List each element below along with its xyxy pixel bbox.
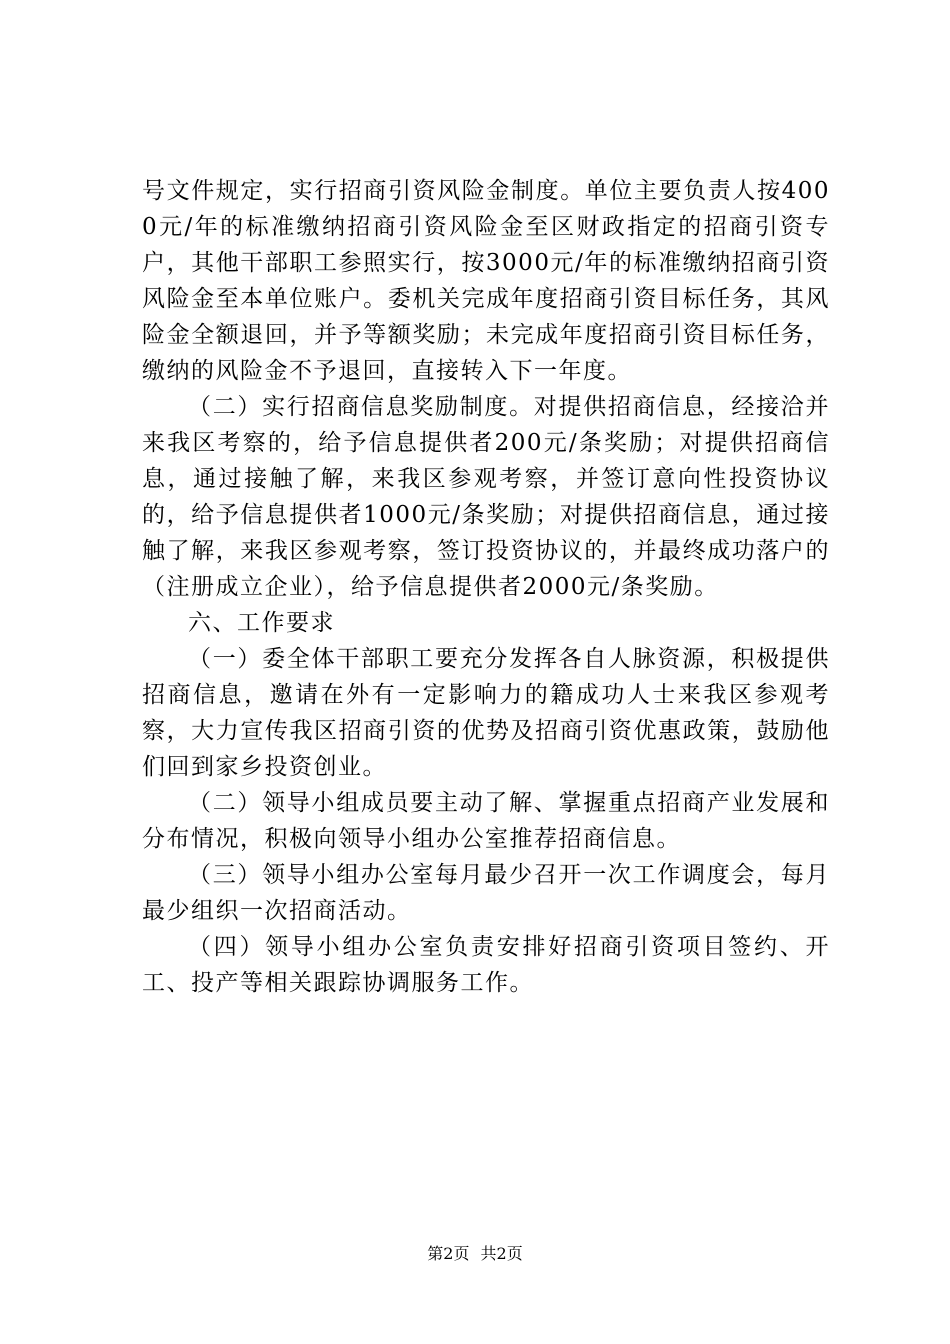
section-heading-work-requirements: 六、工作要求 bbox=[188, 610, 335, 636]
document-body bbox=[142, 173, 830, 1001]
page-number: 第2页 bbox=[427, 1244, 470, 1263]
paragraph-requirement-2: （二）领导小组成员要主动了解、掌握重点招商产业发展和分布情况，积极向领导小组办公室推荐招商信息。 bbox=[142, 790, 830, 852]
page-footer bbox=[0, 1243, 950, 1265]
paragraph-requirement-1: （一）委全体干部职工要充分发挥各自人脉资源，积极提供招商信息，邀请在外有一定影响力的籍成功人士来我区参观考察，大力宣传我区招商引资的优势及招商引资优惠政策，鼓励他们回到家乡投资创业。 bbox=[142, 646, 830, 780]
paragraph-info-reward: （二）实行招商信息奖励制度。对提供招商信息，经接洽并来我区考察的，给予信息提供者200元/条奖励；对提供招商信息，通过接触了解，来我区参观考察，并签订意向性投资协议的，给予信息提供者1000元/条奖励；对提供招商信息，通过接触了解，来我区参观考察，签订投资协议的，并最终成功落户的（注册成立企业），给予信息提供者2000元/条奖励。 bbox=[142, 394, 830, 600]
paragraph-requirement-4: （四）领导小组办公室负责安排好招商引资项目签约、开工、投产等相关跟踪协调服务工作。 bbox=[142, 934, 830, 996]
paragraph-requirement-3: （三）领导小组办公室每月最少召开一次工作调度会，每月最少组织一次招商活动。 bbox=[142, 862, 830, 924]
page-total: 共2页 bbox=[480, 1244, 523, 1263]
paragraph-risk-fund-continued: 号文件规定，实行招商引资风险金制度。单位主要负责人按4000元/年的标准缴纳招商引资风险金至区财政指定的招商引资专户，其他干部职工参照实行，按3000元/年的标准缴纳招商引资风险金至本单位账户。委机关完成年度招商引资目标任务，其风险金全额退回，并予等额奖励；未完成年度招商引资目标任务，缴纳的风险金不予退回，直接转入下一年度。 bbox=[142, 178, 830, 384]
